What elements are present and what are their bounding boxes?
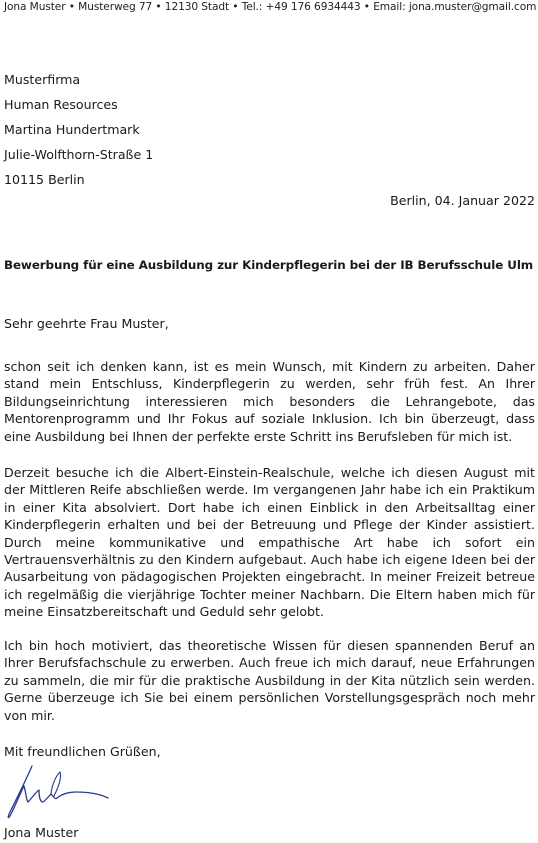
body-paragraph-1: schon seit ich denken kann, ist es mein Wunsch, mit Kindern zu arbeiten. Daher stand mein Entschluss, Kinderpflegerin zu werden, sehr früh fest. An Ihrer Bildungseinrichtung interessieren mich besonders die Lehrangebote, das Mentorenprogramm und Ihr Fokus auf soziale Inklusion. Ich bin überzeugt, dass eine Ausbildung bei Ihnen der perfekte erste Schritt ins Berufsleben für mich ist. xyxy=(4,359,535,444)
recipient-city: 10115 Berlin xyxy=(4,172,85,187)
recipient-contact: Martina Hundertmark xyxy=(4,122,140,137)
body-paragraph-2: Derzeit besuche ich die Albert-Einstein-Realschule, welche ich diesen August mit der Mittleren Reife abschließen werde. Im vergangenen Jahr habe ich ein Praktikum in einer Kita absolviert. Dort habe ich einen Einblick in den Arbeitsalltag einer Kinderpflegerin erhalten und bei der Betreuung und Pflege der Kinder assistiert. Durch meine kommunikative und empathische Art habe ich sofort ein Vertrauensverhältnis zu den Kindern aufgebaut. Auch habe ich eigene Ideen bei der Ausarbeitung von pädagogischen Projekten eingebracht. In meiner Freizeit betreue ich regelmäßig die vierjährige Tochter meiner Nachbarn. Die Eltern haben mich für meine Einsatzbereitschaft und Geduld sehr gelobt. xyxy=(4,465,535,620)
closing-phrase: Mit freundlichen Grüßen, xyxy=(4,744,161,759)
body-paragraph-3: Ich bin hoch motiviert, das theoretische Wissen für diesen spannenden Beruf an Ihrer Berufsfachschule zu erwerben. Auch freue ich mich darauf, neue Erfahrungen zu sammeln, die mir für die praktische Ausbildung in der Kita nützlich sein werden. Gerne überzeuge ich Sie bei einem persönlichen Vorstellungsgespräch noch mehr von mir. xyxy=(4,638,535,723)
recipient-address xyxy=(4,71,153,196)
recipient-street: Julie-Wolfthorn-Straße 1 xyxy=(4,147,154,162)
sender-line: Jona Muster • Musterweg 77 • 12130 Stadt • Tel.: +49 176 6934443 • Email: jona.muster@gmail.com xyxy=(4,1,537,13)
handwritten-signature xyxy=(2,762,112,824)
recipient-company: Musterfirma xyxy=(4,72,81,87)
letter-subject: Bewerbung für eine Ausbildung zur Kinderpflegerin bei der IB Berufsschule Ulm xyxy=(4,258,534,272)
signature-name: Jona Muster xyxy=(4,825,79,840)
letter-date: Berlin, 04. Januar 2022 xyxy=(390,193,535,208)
recipient-department: Human Resources xyxy=(4,97,118,112)
salutation: Sehr geehrte Frau Muster, xyxy=(4,316,169,331)
